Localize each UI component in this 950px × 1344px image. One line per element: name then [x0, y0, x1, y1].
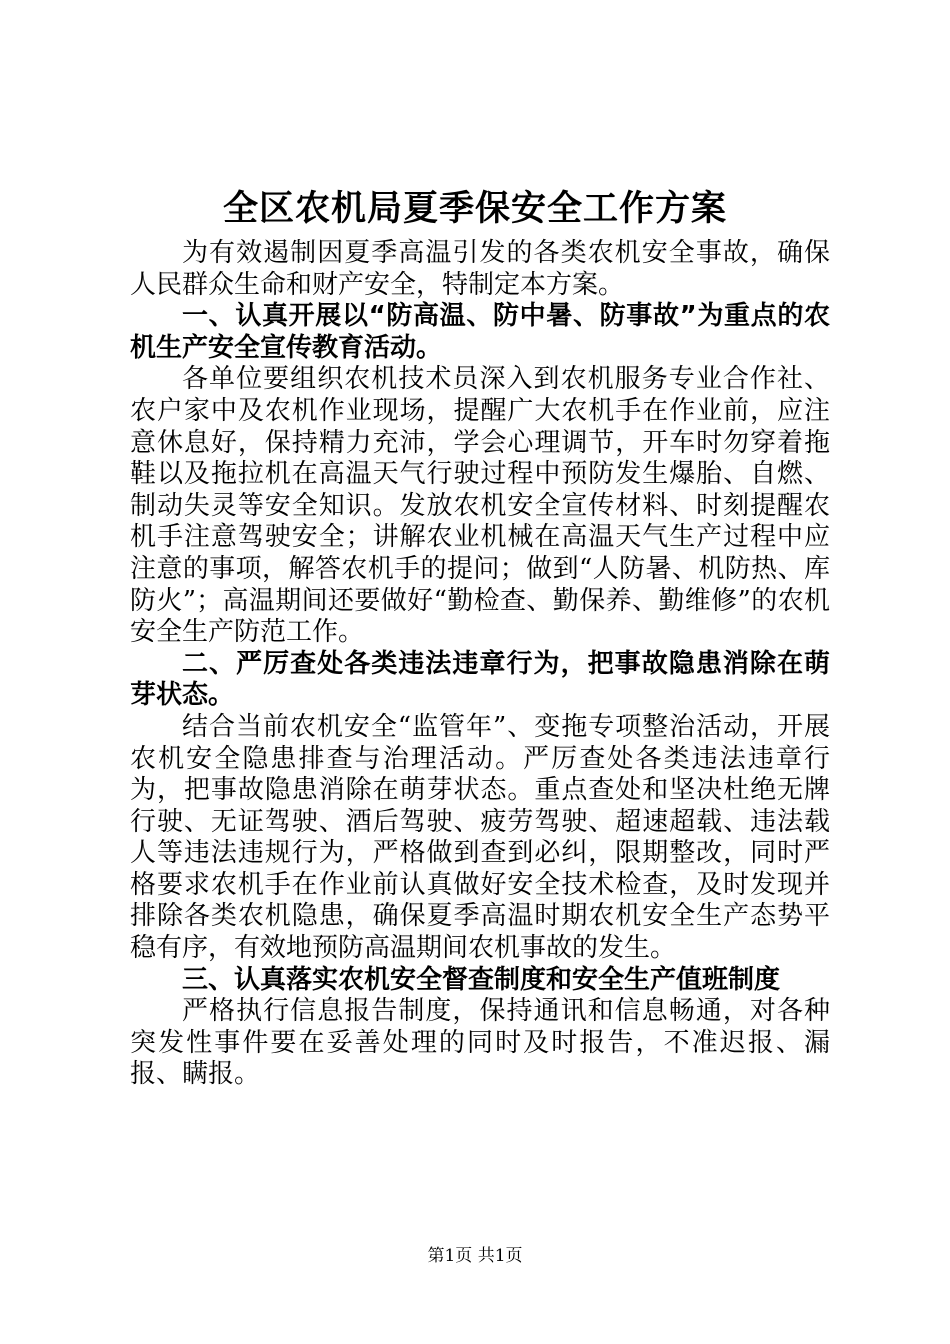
document-body [130, 238, 830, 1091]
section-heading-1: 一、认真开展以“防高温、防中暑、防事故”为重点的农机生产安全宣传教育活动。 [130, 301, 830, 363]
page-footer: 第1页 共1页 [427, 1246, 523, 1266]
section-heading-3: 三、认真落实农机安全督查制度和安全生产值班制度 [182, 964, 781, 995]
section-body-2: 结合当前农机安全“监管年”、变拖专项整治活动，开展农机安全隐患排查与治理活动。严厉查处各类违法违章行为，把事故隐患消除在萌芽状态。重点查处和坚决杜绝无牌行驶、无证驾驶、酒后驾驶、疲劳驾驶、超速超载、违法载人等违法违规行为，严格做到查到必纠，限期整改，同时严格要求农机手在作业前认真做好安全技术检查，及时发现并排除各类农机隐患，确保夏季高温时期农机安全生产态势平稳有序，有效地预防高温期间农机事故的发生。 [130, 711, 830, 964]
section-body-1: 各单位要组织农机技术员深入到农机服务专业合作社、农户家中及农机作业现场，提醒广大农机手在作业前，应注意休息好，保持精力充沛，学会心理调节，开车时勿穿着拖鞋以及拖拉机在高温天气行驶过程中预防发生爆胎、自燃、制动失灵等安全知识。发放农机安全宣传材料、时刻提醒农机手注意驾驶安全；讲解农业机械在高温天气生产过程中应注意的事项，解答农机手的提问；做到“人防暑、机防热、库防火”；高温期间还要做好“勤检查、勤保养、勤维修”的农机安全生产防范工作。 [130, 364, 830, 648]
section-body-3: 严格执行信息报告制度，保持通讯和信息畅通，对各种突发性事件要在妥善处理的同时及时报告，不准迟报、漏报、瞒报。 [130, 996, 830, 1090]
document-title: 全区农机局夏季保安全工作方案 [222, 188, 727, 229]
intro-paragraph: 为有效遏制因夏季高温引发的各类农机安全事故，确保人民群众生命和财产安全，特制定本方案。 [130, 238, 830, 300]
section-heading-2: 二、严厉查处各类违法违章行为，把事故隐患消除在萌芽状态。 [130, 648, 830, 711]
